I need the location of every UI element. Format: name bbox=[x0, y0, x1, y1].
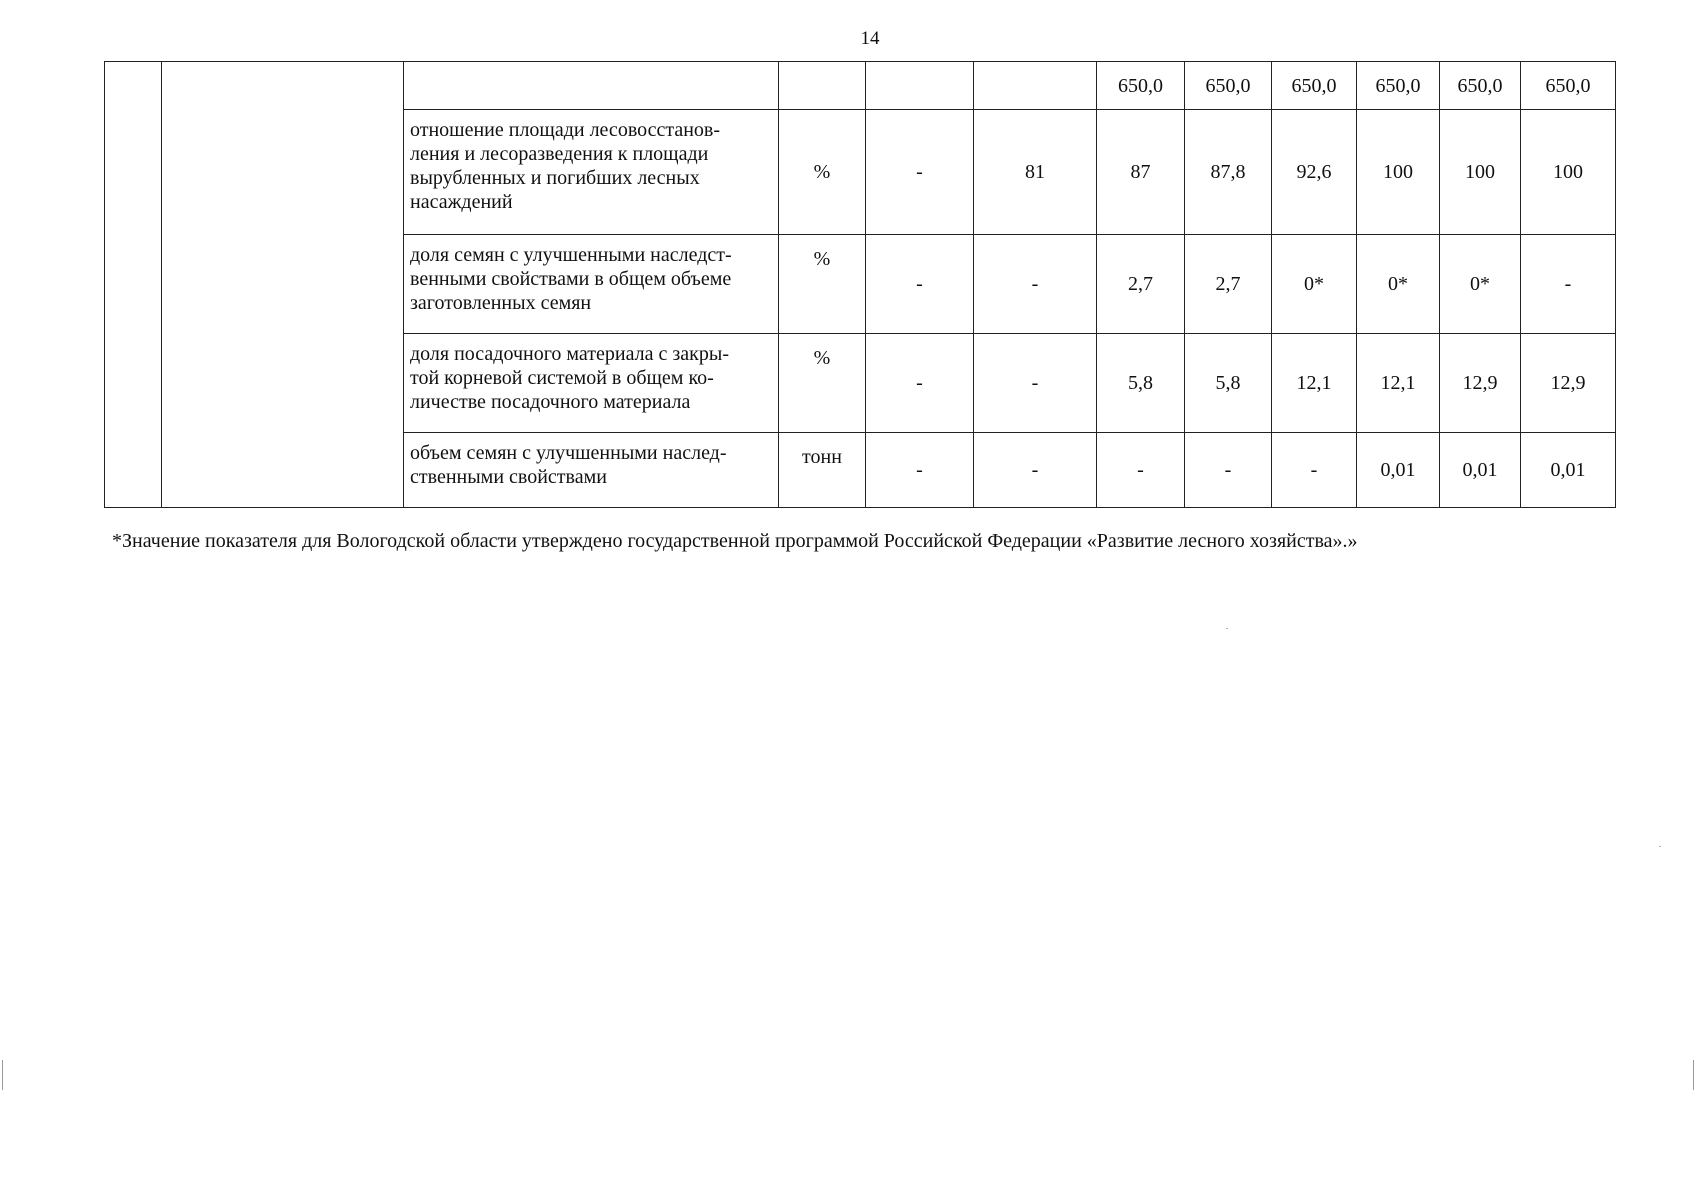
value-cell: 650,0 bbox=[1185, 62, 1272, 110]
value-cell: 0,01 bbox=[1357, 433, 1440, 508]
value-cell: 5,8 bbox=[1185, 334, 1272, 433]
indicator-name-cell: объем семян с улучшенными наслед- ственными свойствами bbox=[404, 433, 779, 508]
value-cell: 650,0 bbox=[1272, 62, 1357, 110]
value-cell: 650,0 bbox=[1357, 62, 1440, 110]
indicator-name-cell: отношение площади лесовосстанов- ления и лесоразведения к площади вырубленных и погибших лесных насаждений bbox=[404, 110, 779, 235]
indicator-name-cell: доля посадочного материала с закры- той корневой системой в общем ко- личестве посадочного материала bbox=[404, 334, 779, 433]
program-name-cell bbox=[162, 62, 404, 508]
row-number-cell bbox=[105, 62, 162, 508]
value-cell bbox=[974, 62, 1097, 110]
indicator-name-cell: доля семян с улучшенными наследст- венными свойствами в общем объеме заготовленных семян bbox=[404, 235, 779, 334]
value-cell: 92,6 bbox=[1272, 110, 1357, 235]
value-cell: 12,1 bbox=[1272, 334, 1357, 433]
unit-cell: тонн bbox=[779, 433, 866, 508]
value-cell: 0,01 bbox=[1521, 433, 1616, 508]
scan-mark-right bbox=[1693, 1060, 1694, 1090]
value-cell: 650,0 bbox=[1521, 62, 1616, 110]
scan-mark-left bbox=[2, 1060, 3, 1090]
value-cell: 12,9 bbox=[1521, 334, 1616, 433]
footnote: *Значение показателя для Вологодской области утверждено государственной программой Российской Федерации «Развитие лесного хозяйства».» bbox=[112, 530, 1358, 552]
value-cell: 0* bbox=[1272, 235, 1357, 334]
scan-dot bbox=[1226, 628, 1228, 629]
value-cell: 5,8 bbox=[1097, 334, 1185, 433]
value-cell: 100 bbox=[1440, 110, 1521, 235]
value-cell: - bbox=[866, 334, 974, 433]
value-cell: - bbox=[974, 334, 1097, 433]
indicator-name-cell bbox=[404, 62, 779, 110]
value-cell: 87 bbox=[1097, 110, 1185, 235]
value-cell: 650,0 bbox=[1440, 62, 1521, 110]
value-cell: 12,1 bbox=[1357, 334, 1440, 433]
value-cell: - bbox=[866, 235, 974, 334]
indicators-table bbox=[104, 61, 1616, 508]
value-cell: - bbox=[1185, 433, 1272, 508]
value-cell: 81 bbox=[974, 110, 1097, 235]
value-cell: - bbox=[1521, 235, 1616, 334]
unit-cell: % bbox=[779, 110, 866, 235]
unit-cell bbox=[779, 62, 866, 110]
value-cell: - bbox=[974, 433, 1097, 508]
value-cell: 650,0 bbox=[1097, 62, 1185, 110]
unit-cell: % bbox=[779, 235, 866, 334]
value-cell bbox=[866, 62, 974, 110]
value-cell: 2,7 bbox=[1185, 235, 1272, 334]
value-cell: - bbox=[1097, 433, 1185, 508]
value-cell: 0* bbox=[1440, 235, 1521, 334]
value-cell: 100 bbox=[1521, 110, 1616, 235]
value-cell: 0* bbox=[1357, 235, 1440, 334]
value-cell: - bbox=[866, 110, 974, 235]
table-row bbox=[105, 62, 1616, 110]
value-cell: 87,8 bbox=[1185, 110, 1272, 235]
value-cell: 12,9 bbox=[1440, 334, 1521, 433]
value-cell: 2,7 bbox=[1097, 235, 1185, 334]
unit-cell: % bbox=[779, 334, 866, 433]
value-cell: - bbox=[866, 433, 974, 508]
value-cell: 100 bbox=[1357, 110, 1440, 235]
value-cell: - bbox=[1272, 433, 1357, 508]
value-cell: 0,01 bbox=[1440, 433, 1521, 508]
page-number: 14 bbox=[860, 28, 880, 49]
value-cell: - bbox=[974, 235, 1097, 334]
scan-dot bbox=[1659, 846, 1661, 847]
